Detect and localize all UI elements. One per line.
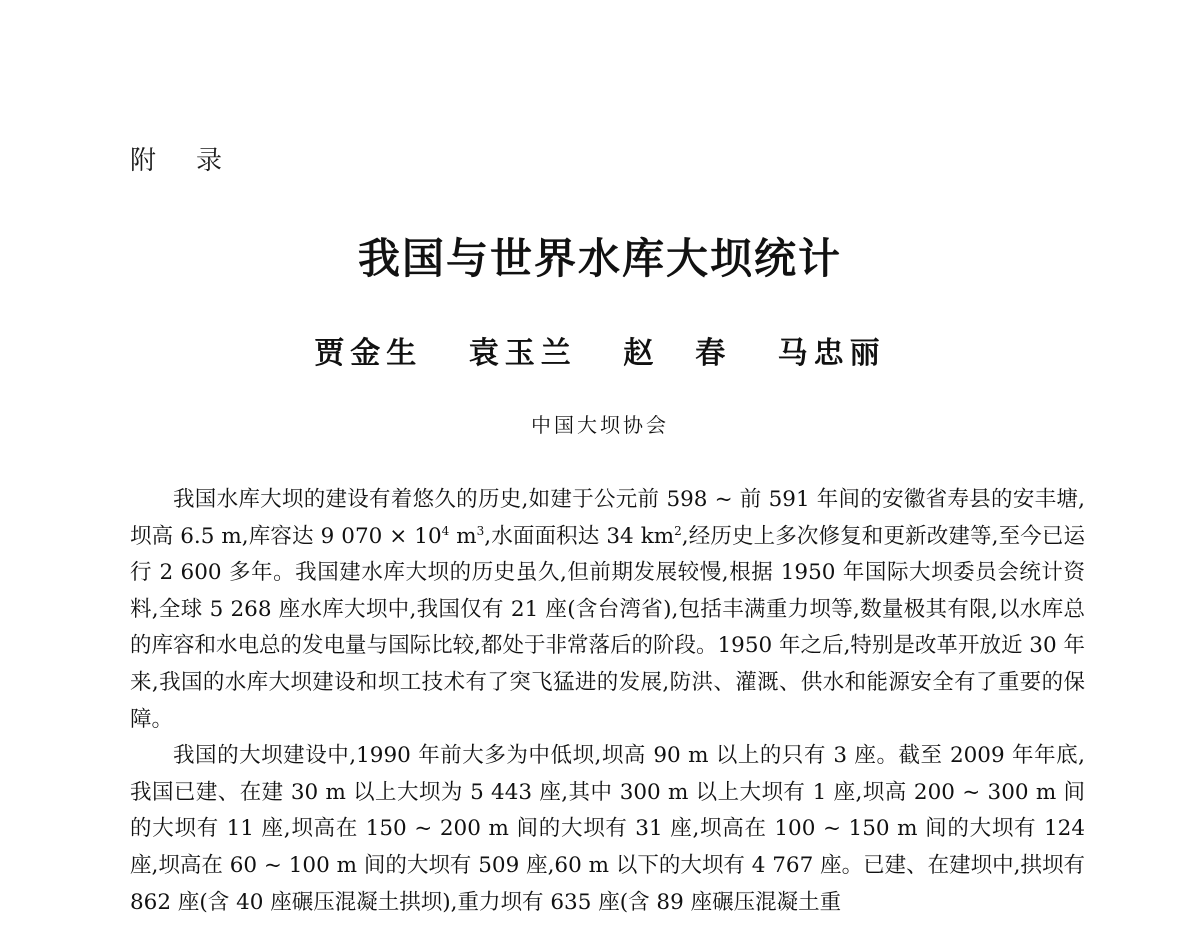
- paragraph: 我国的大坝建设中,1990 年前大多为中低坝,坝高 90 m 以上的只有 3 座。截至 2009 年年底,我国已建、在建 30 m 以上大坝为 5 443 座,其中 300 m 以上大坝有 1 座,坝高 200 ~ 300 m 间的大坝有 11 座,坝高在 150 ~ 200 m 间的大坝有 31 座,坝高在 100 ~ 150 m 间的大坝有 124 座,坝高在 60 ~ 100 m 间的大坝有 509 座,60 m 以下的大坝有 4 767 座。已建、在建坝中,拱坝有 862 座(含 40 座碾压混凝土拱坝),重力坝有 635 座(含 89 座碾压混凝土重: [130, 743, 1085, 915]
- affiliation: 中国大坝协会: [531, 413, 669, 437]
- superscript: 3: [476, 523, 485, 538]
- paragraph-text: 我国水库大坝的建设有着悠久的历史,如建于公元前 598 ~ 前 591 年间的安徽省寿县的安丰塘,坝高 6.5 m,库容达 9 070 × 10: [130, 487, 1085, 549]
- superscript: 2: [674, 523, 682, 538]
- article-title: 我国与世界水库大坝统计: [357, 234, 842, 283]
- author-name: 赵 春: [623, 336, 732, 371]
- paragraph: [130, 482, 1085, 738]
- paragraph-text: ,经历史上多次修复和更新改建等,至今已运行 2 600 多年。我国建水库大坝的历史虽久,但前期发展较慢,根据 1950 年国际大坝委员会统计资料,全球 5 268 座水库大坝中,我国仅有 21 座(含台湾省),包括丰满重力坝等,数量极其有限,以水库总的库容和水电总的发电量与国际比较,都处于非常落后的阶段。1950 年之后,特别是改革开放近 30 年来,我国的水库大坝建设和坝工技术有了突飞猛进的发展,防洪、灌溉、供水和能源安全有了重要的保障。: [130, 523, 1085, 732]
- article-body: [130, 482, 1085, 921]
- paragraph-text: ,水面面积达 34 km: [484, 523, 675, 549]
- superscript: 4: [441, 523, 450, 538]
- author-name: 贾金生: [314, 336, 423, 371]
- paragraph-text: m: [449, 523, 477, 549]
- section-label: 附录: [130, 146, 263, 176]
- author-name: 袁玉兰: [468, 336, 577, 371]
- author-list: [0, 328, 1200, 372]
- author-name: 马忠丽: [777, 336, 886, 371]
